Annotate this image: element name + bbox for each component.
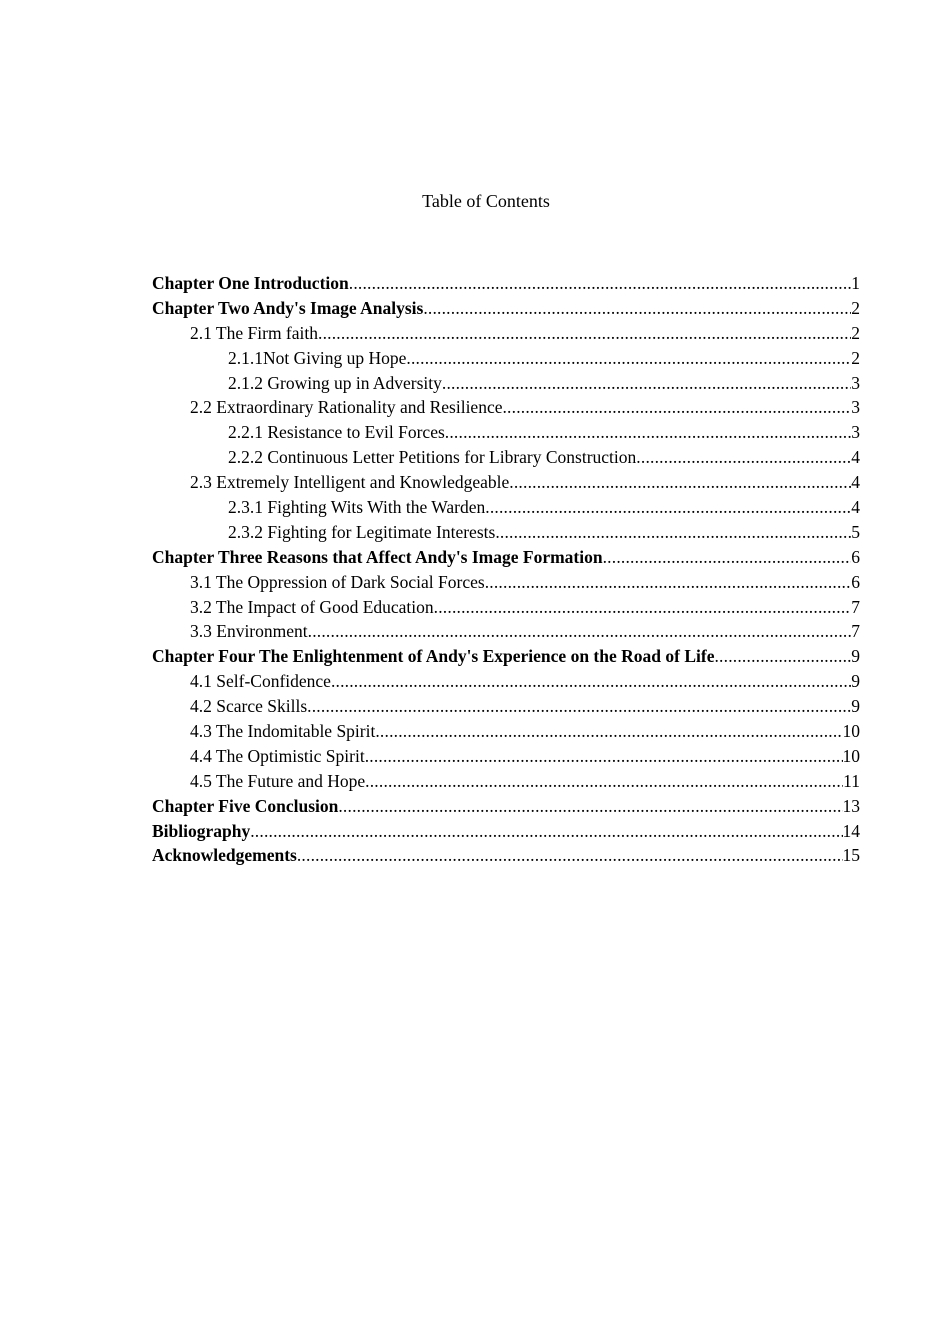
toc-entry[interactable] bbox=[152, 371, 860, 396]
toc-entry[interactable] bbox=[152, 545, 860, 570]
toc-entry-title: 3.1 The Oppression of Dark Social Forces bbox=[190, 571, 485, 592]
dot-leader bbox=[495, 520, 851, 545]
toc-entry-page: 14 bbox=[842, 820, 860, 841]
toc-entry[interactable] bbox=[152, 819, 860, 844]
toc-entry-page: 13 bbox=[842, 795, 860, 816]
dot-leader bbox=[434, 595, 852, 620]
toc-entry-title: Chapter One Introduction bbox=[152, 273, 349, 293]
toc-entry[interactable] bbox=[152, 296, 860, 321]
toc-entry-title: Chapter Five Conclusion bbox=[152, 795, 339, 816]
toc-entry-title: 2.3 Extremely Intelligent and Knowledgeable bbox=[190, 472, 510, 493]
dot-leader bbox=[365, 769, 843, 794]
toc-entry-title: Chapter Three Reasons that Affect Andy's Image Formation bbox=[152, 546, 603, 567]
toc-entry-page: 2 bbox=[851, 297, 860, 318]
toc-entry[interactable] bbox=[152, 644, 860, 669]
toc-entry[interactable] bbox=[152, 520, 860, 545]
dot-leader bbox=[308, 619, 852, 644]
toc-entry[interactable] bbox=[152, 595, 860, 620]
toc-entry[interactable] bbox=[152, 321, 860, 346]
toc-entry[interactable] bbox=[152, 395, 860, 420]
toc-entry-page: 6 bbox=[851, 546, 860, 567]
toc-entry[interactable] bbox=[152, 495, 860, 520]
toc-entry-title: 4.5 The Future and Hope bbox=[190, 770, 366, 791]
toc-entry[interactable] bbox=[152, 420, 860, 445]
toc-entry[interactable] bbox=[152, 619, 860, 644]
toc-entry-title: 2.1.1Not Giving up Hope bbox=[228, 347, 407, 368]
toc-entry[interactable] bbox=[152, 843, 860, 868]
toc-entry-page: 7 bbox=[851, 596, 860, 617]
toc-entry-page: 3 bbox=[851, 422, 860, 443]
dot-leader bbox=[636, 445, 851, 470]
toc-entry-page: 5 bbox=[851, 521, 860, 542]
toc-entry[interactable] bbox=[152, 271, 860, 296]
toc-entry-title: 2.2.2 Continuous Letter Petitions for Library Construction bbox=[228, 447, 637, 468]
toc-entry-page: 15 bbox=[842, 845, 860, 866]
dot-leader bbox=[307, 694, 851, 719]
dot-leader bbox=[318, 321, 851, 346]
toc-entry-title: 4.2 Scarce Skills bbox=[190, 696, 308, 717]
toc-entry-page: 4 bbox=[851, 497, 860, 518]
toc-entry[interactable] bbox=[152, 346, 860, 371]
toc-entry-title: 4.3 The Indomitable Spirit bbox=[190, 721, 376, 742]
toc-entry-title: Bibliography bbox=[152, 820, 251, 841]
dot-leader bbox=[331, 669, 851, 694]
dot-leader bbox=[485, 570, 852, 595]
toc-entry-page: 10 bbox=[842, 745, 860, 766]
toc-entry-page: 9 bbox=[851, 671, 860, 692]
toc-entry[interactable] bbox=[152, 719, 860, 744]
toc-entry[interactable] bbox=[152, 794, 860, 819]
dot-leader bbox=[442, 371, 851, 396]
toc-entry-title: 4.1 Self-Confidence bbox=[190, 671, 331, 692]
toc-entry-title: 2.1 The Firm faith bbox=[190, 322, 318, 343]
toc-entry-page: 7 bbox=[851, 621, 860, 642]
dot-leader bbox=[365, 744, 843, 769]
toc-entry-page: 9 bbox=[851, 696, 860, 717]
toc-entry-page: 6 bbox=[851, 571, 860, 592]
toc-entry-title: 2.1.2 Growing up in Adversity bbox=[228, 372, 442, 393]
dot-leader bbox=[349, 271, 852, 296]
toc-entry-page: 9 bbox=[851, 646, 860, 667]
toc-entry-title: Acknowledgements bbox=[152, 845, 297, 866]
dot-leader bbox=[338, 794, 842, 819]
toc-entry[interactable] bbox=[152, 570, 860, 595]
toc-entry-page: 4 bbox=[851, 472, 860, 493]
dot-leader bbox=[445, 420, 851, 445]
toc-entry-page: 4 bbox=[851, 447, 860, 468]
dot-leader bbox=[406, 346, 851, 371]
dot-leader bbox=[375, 719, 842, 744]
dot-leader bbox=[485, 495, 851, 520]
dot-leader bbox=[297, 843, 843, 868]
toc-entry[interactable] bbox=[152, 694, 860, 719]
page-title: Table of Contents bbox=[422, 191, 550, 211]
toc-entry-page: 3 bbox=[851, 397, 860, 418]
dot-leader bbox=[603, 545, 852, 570]
toc-entry-title: 2.3.2 Fighting for Legitimate Interests bbox=[228, 521, 496, 542]
toc-entry[interactable] bbox=[152, 445, 860, 470]
toc-entry[interactable] bbox=[152, 769, 860, 794]
toc-entry-page: 2 bbox=[851, 322, 860, 343]
dot-leader bbox=[714, 644, 851, 669]
toc-entry-title: 3.2 The Impact of Good Education bbox=[190, 596, 434, 617]
dot-leader bbox=[250, 819, 842, 844]
toc-entry-page: 3 bbox=[851, 372, 860, 393]
table-of-contents bbox=[152, 271, 860, 868]
dot-leader bbox=[509, 470, 851, 495]
toc-entry-page: 11 bbox=[843, 770, 860, 791]
toc-entry-title: 3.3 Environment bbox=[190, 621, 308, 642]
toc-entry-page: 1 bbox=[851, 273, 860, 293]
toc-entry[interactable] bbox=[152, 744, 860, 769]
dot-leader bbox=[502, 395, 851, 420]
toc-entry-title: 2.3.1 Fighting Wits With the Warden bbox=[228, 497, 486, 518]
toc-entry[interactable] bbox=[152, 669, 860, 694]
dot-leader bbox=[423, 296, 851, 321]
toc-entry-page: 10 bbox=[842, 721, 860, 742]
toc-entry[interactable] bbox=[152, 470, 860, 495]
toc-entry-title: Chapter Four The Enlightenment of Andy's Experience on the Road of Life bbox=[152, 646, 715, 667]
toc-entry-title: 4.4 The Optimistic Spirit bbox=[190, 745, 365, 766]
toc-entry-title: 2.2.1 Resistance to Evil Forces bbox=[228, 422, 445, 443]
toc-entry-title: Chapter Two Andy's Image Analysis bbox=[152, 297, 424, 318]
toc-entry-page: 2 bbox=[851, 347, 860, 368]
toc-entry-title: 2.2 Extraordinary Rationality and Resilience bbox=[190, 397, 503, 418]
